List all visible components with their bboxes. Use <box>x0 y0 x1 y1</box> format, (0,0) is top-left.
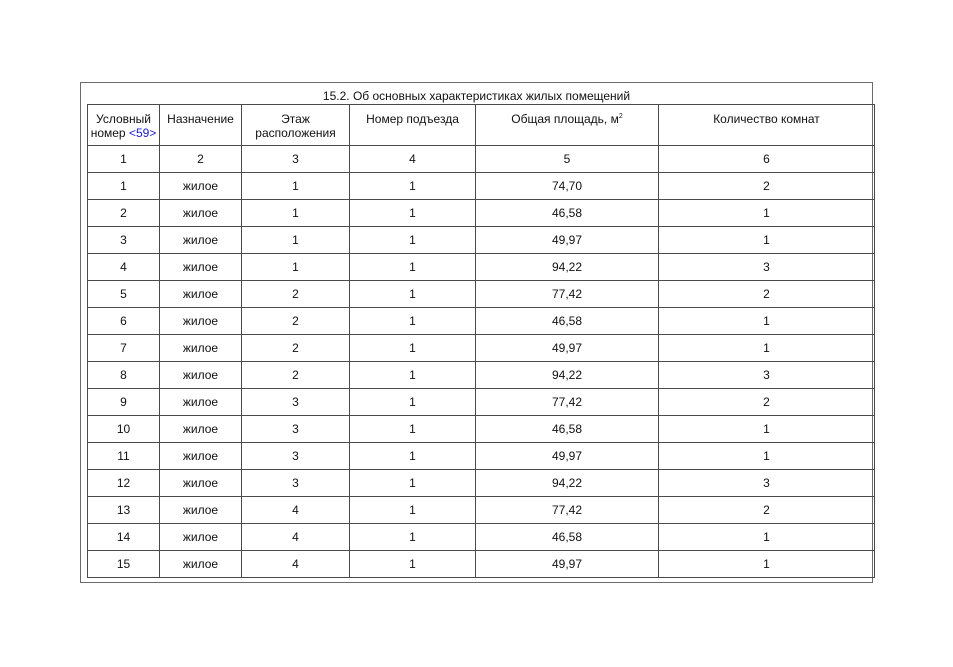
cell-entrance: 1 <box>350 227 476 254</box>
cell-purpose: жилое <box>160 173 242 200</box>
cell-entrance: 1 <box>350 470 476 497</box>
table-row <box>88 362 875 389</box>
cell-conditional-number: 7 <box>88 335 160 362</box>
table-row <box>88 497 875 524</box>
column-number: 5 <box>476 146 659 173</box>
column-number: 3 <box>242 146 350 173</box>
cell-rooms: 3 <box>659 254 875 281</box>
cell-floor: 4 <box>242 497 350 524</box>
cell-area: 49,97 <box>476 551 659 578</box>
table-row <box>88 335 875 362</box>
table-row <box>88 389 875 416</box>
cell-entrance: 1 <box>350 443 476 470</box>
cell-area: 74,70 <box>476 173 659 200</box>
header-conditional-number-line2: номер <box>90 126 126 140</box>
header-floor <box>242 105 350 146</box>
cell-rooms: 1 <box>659 227 875 254</box>
header-row <box>88 105 875 146</box>
cell-floor: 3 <box>242 416 350 443</box>
header-conditional-number <box>88 105 160 146</box>
cell-entrance: 1 <box>350 281 476 308</box>
cell-conditional-number: 6 <box>88 308 160 335</box>
cell-area: 46,58 <box>476 308 659 335</box>
cell-floor: 1 <box>242 173 350 200</box>
cell-purpose: жилое <box>160 497 242 524</box>
cell-purpose: жилое <box>160 443 242 470</box>
cell-floor: 2 <box>242 335 350 362</box>
cell-purpose: жилое <box>160 551 242 578</box>
cell-entrance: 1 <box>350 335 476 362</box>
header-conditional-number-line1: Условный <box>96 112 151 126</box>
table-row <box>88 254 875 281</box>
cell-conditional-number: 15 <box>88 551 160 578</box>
cell-purpose: жилое <box>160 362 242 389</box>
table-row <box>88 470 875 497</box>
cell-floor: 3 <box>242 470 350 497</box>
cell-purpose: жилое <box>160 200 242 227</box>
cell-purpose: жилое <box>160 416 242 443</box>
cell-conditional-number: 2 <box>88 200 160 227</box>
header-area-unit-sup: 2 <box>618 113 623 120</box>
cell-rooms: 1 <box>659 200 875 227</box>
cell-area: 77,42 <box>476 497 659 524</box>
cell-conditional-number: 8 <box>88 362 160 389</box>
cell-floor: 3 <box>242 389 350 416</box>
cell-entrance: 1 <box>350 389 476 416</box>
cell-area: 46,58 <box>476 524 659 551</box>
column-number: 6 <box>659 146 875 173</box>
table-row <box>88 200 875 227</box>
cell-purpose: жилое <box>160 470 242 497</box>
cell-entrance: 1 <box>350 254 476 281</box>
cell-floor: 2 <box>242 362 350 389</box>
header-area-label: Общая площадь, м <box>511 112 619 126</box>
cell-floor: 2 <box>242 281 350 308</box>
residential-premises-table <box>87 104 875 578</box>
cell-purpose: жилое <box>160 227 242 254</box>
cell-area: 49,97 <box>476 227 659 254</box>
cell-conditional-number: 14 <box>88 524 160 551</box>
header-rooms: Количество комнат <box>659 105 875 146</box>
table-row <box>88 524 875 551</box>
cell-rooms: 1 <box>659 524 875 551</box>
column-number-row <box>88 146 875 173</box>
cell-rooms: 1 <box>659 443 875 470</box>
cell-rooms: 2 <box>659 281 875 308</box>
cell-entrance: 1 <box>350 524 476 551</box>
cell-entrance: 1 <box>350 416 476 443</box>
column-number: 2 <box>160 146 242 173</box>
header-floor-line1: Этаж <box>281 112 310 126</box>
cell-area: 77,42 <box>476 281 659 308</box>
column-number: 4 <box>350 146 476 173</box>
column-number: 1 <box>88 146 160 173</box>
cell-entrance: 1 <box>350 362 476 389</box>
cell-rooms: 2 <box>659 173 875 200</box>
table-row <box>88 551 875 578</box>
cell-conditional-number: 4 <box>88 254 160 281</box>
cell-purpose: жилое <box>160 254 242 281</box>
cell-purpose: жилое <box>160 389 242 416</box>
cell-floor: 1 <box>242 254 350 281</box>
section-title: 15.2. Об основных характеристиках жилых помещений <box>322 89 631 103</box>
cell-area: 46,58 <box>476 200 659 227</box>
cell-area: 94,22 <box>476 362 659 389</box>
cell-rooms: 1 <box>659 308 875 335</box>
cell-area: 49,97 <box>476 335 659 362</box>
cell-rooms: 2 <box>659 497 875 524</box>
cell-area: 49,97 <box>476 443 659 470</box>
cell-conditional-number: 13 <box>88 497 160 524</box>
cell-area: 94,22 <box>476 470 659 497</box>
table-row <box>88 281 875 308</box>
cell-rooms: 1 <box>659 551 875 578</box>
header-entrance: Номер подъезда <box>350 105 476 146</box>
cell-conditional-number: 9 <box>88 389 160 416</box>
table-row <box>88 443 875 470</box>
table-row <box>88 173 875 200</box>
cell-conditional-number: 10 <box>88 416 160 443</box>
table-row <box>88 227 875 254</box>
cell-rooms: 1 <box>659 335 875 362</box>
cell-rooms: 1 <box>659 416 875 443</box>
cell-entrance: 1 <box>350 173 476 200</box>
cell-floor: 2 <box>242 308 350 335</box>
cell-entrance: 1 <box>350 200 476 227</box>
cell-floor: 1 <box>242 200 350 227</box>
cell-floor: 4 <box>242 524 350 551</box>
table-row <box>88 308 875 335</box>
cell-rooms: 3 <box>659 362 875 389</box>
cell-entrance: 1 <box>350 497 476 524</box>
cell-entrance: 1 <box>350 551 476 578</box>
cell-area: 77,42 <box>476 389 659 416</box>
header-area <box>476 105 659 146</box>
cell-conditional-number: 11 <box>88 443 160 470</box>
cell-purpose: жилое <box>160 308 242 335</box>
cell-conditional-number: 1 <box>88 173 160 200</box>
table-row <box>88 416 875 443</box>
cell-rooms: 2 <box>659 389 875 416</box>
cell-conditional-number: 3 <box>88 227 160 254</box>
header-purpose: Назначение <box>160 105 242 146</box>
cell-area: 94,22 <box>476 254 659 281</box>
cell-entrance: 1 <box>350 308 476 335</box>
cell-floor: 3 <box>242 443 350 470</box>
footnote-59-link[interactable]: <59> <box>128 126 157 140</box>
header-floor-line2: расположения <box>255 126 336 140</box>
cell-rooms: 3 <box>659 470 875 497</box>
cell-purpose: жилое <box>160 524 242 551</box>
cell-floor: 4 <box>242 551 350 578</box>
cell-floor: 1 <box>242 227 350 254</box>
cell-conditional-number: 12 <box>88 470 160 497</box>
cell-area: 46,58 <box>476 416 659 443</box>
cell-purpose: жилое <box>160 335 242 362</box>
cell-conditional-number: 5 <box>88 281 160 308</box>
section-frame <box>80 82 873 583</box>
cell-purpose: жилое <box>160 281 242 308</box>
